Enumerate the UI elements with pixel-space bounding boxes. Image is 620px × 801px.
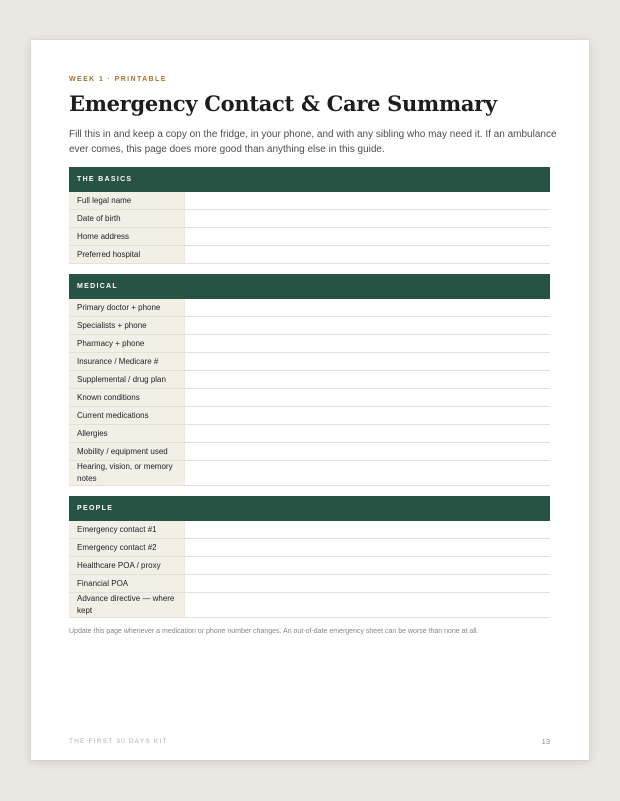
page-number: 13 bbox=[541, 737, 550, 746]
section-people bbox=[69, 496, 550, 618]
row-label: Current medications bbox=[69, 407, 184, 424]
table-row bbox=[69, 299, 550, 317]
row-label: Supplemental / drug plan bbox=[69, 371, 184, 388]
fill-in-field[interactable] bbox=[184, 371, 550, 388]
fill-in-field[interactable] bbox=[184, 228, 550, 245]
row-label: Home address bbox=[69, 228, 184, 245]
table-row bbox=[69, 593, 550, 618]
section-header-medical: MEDICAL bbox=[69, 274, 550, 299]
table-row bbox=[69, 335, 550, 353]
row-label: Pharmacy + phone bbox=[69, 335, 184, 352]
table-row bbox=[69, 210, 550, 228]
row-label: Primary doctor + phone bbox=[69, 299, 184, 316]
intro-paragraph: Fill this in and keep a copy on the fridge, in your phone, and with any sibling who may need it. If an ambulance ever comes, this page does more good than anything else in this guide. bbox=[69, 129, 557, 155]
table-row bbox=[69, 246, 550, 264]
page-title: Emergency Contact & Care Summary bbox=[69, 91, 497, 116]
fill-in-field[interactable] bbox=[184, 335, 550, 352]
row-label: Emergency contact #2 bbox=[69, 539, 184, 556]
table-row bbox=[69, 443, 550, 461]
row-label: Emergency contact #1 bbox=[69, 521, 184, 538]
section-header-people: PEOPLE bbox=[69, 496, 550, 521]
fill-in-field[interactable] bbox=[184, 539, 550, 556]
fill-in-field[interactable] bbox=[184, 443, 550, 460]
fill-in-field[interactable] bbox=[184, 461, 550, 485]
table-row bbox=[69, 317, 550, 335]
section-header-basics: THE BASICS bbox=[69, 167, 550, 192]
update-note: Update this page whenever a medication or phone number changes. An out-of-date emergency sheet can be worse than none at all. bbox=[69, 628, 479, 635]
table-row bbox=[69, 425, 550, 443]
row-label: Financial POA bbox=[69, 575, 184, 592]
table-row bbox=[69, 539, 550, 557]
fill-in-field[interactable] bbox=[184, 192, 550, 209]
table-row bbox=[69, 557, 550, 575]
row-label: Insurance / Medicare # bbox=[69, 353, 184, 370]
section-medical bbox=[69, 274, 550, 486]
fill-in-field[interactable] bbox=[184, 407, 550, 424]
table-row bbox=[69, 371, 550, 389]
row-label: Full legal name bbox=[69, 192, 184, 209]
row-label: Advance directive — where kept bbox=[69, 593, 184, 617]
fill-in-field[interactable] bbox=[184, 389, 550, 406]
table-row bbox=[69, 461, 550, 486]
table-row bbox=[69, 353, 550, 371]
fill-in-field[interactable] bbox=[184, 557, 550, 574]
row-label: Mobility / equipment used bbox=[69, 443, 184, 460]
table-row bbox=[69, 228, 550, 246]
row-label: Allergies bbox=[69, 425, 184, 442]
row-label: Hearing, vision, or memory notes bbox=[69, 461, 184, 485]
fill-in-field[interactable] bbox=[184, 575, 550, 592]
fill-in-field[interactable] bbox=[184, 425, 550, 442]
fill-in-field[interactable] bbox=[184, 317, 550, 334]
footer-kit-name: THE FIRST 30 DAYS KIT bbox=[69, 738, 168, 745]
fill-in-field[interactable] bbox=[184, 353, 550, 370]
fill-in-field[interactable] bbox=[184, 299, 550, 316]
fill-in-field[interactable] bbox=[184, 521, 550, 538]
row-label: Specialists + phone bbox=[69, 317, 184, 334]
fill-in-field[interactable] bbox=[184, 210, 550, 227]
row-label: Preferred hospital bbox=[69, 246, 184, 263]
row-label: Healthcare POA / proxy bbox=[69, 557, 184, 574]
table-row bbox=[69, 575, 550, 593]
table-row bbox=[69, 407, 550, 425]
table-row bbox=[69, 389, 550, 407]
row-label: Known conditions bbox=[69, 389, 184, 406]
fill-in-field[interactable] bbox=[184, 593, 550, 617]
table-row bbox=[69, 521, 550, 539]
eyebrow-label: WEEK 1 · PRINTABLE bbox=[69, 76, 167, 83]
section-basics bbox=[69, 167, 550, 264]
fill-in-field[interactable] bbox=[184, 246, 550, 263]
table-row bbox=[69, 192, 550, 210]
row-label: Date of birth bbox=[69, 210, 184, 227]
printable-page bbox=[31, 40, 589, 760]
